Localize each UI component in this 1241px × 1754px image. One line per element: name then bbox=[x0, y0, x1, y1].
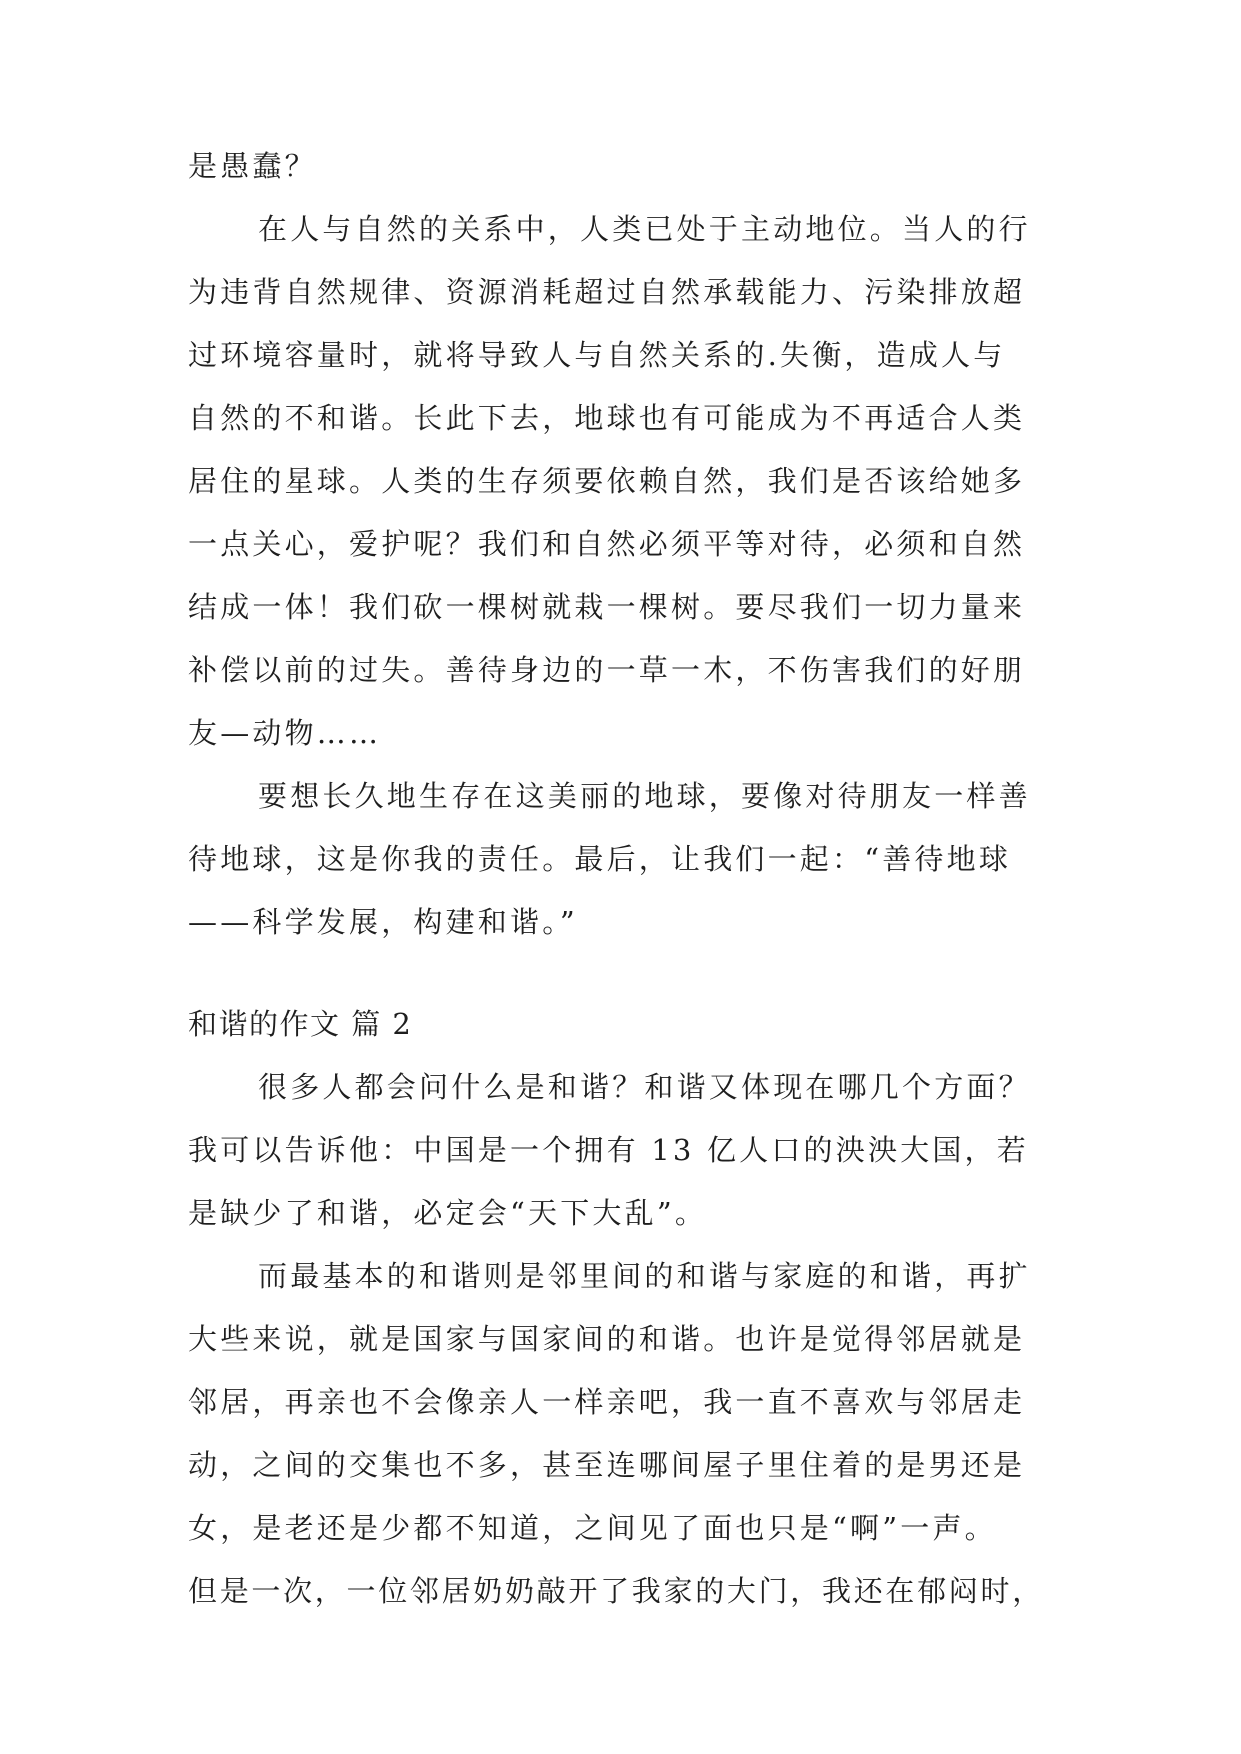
text-line: 在人与自然的关系中，人类已处于主动地位。当人的行 bbox=[258, 212, 1031, 246]
text-line: ——科学发展，构建和谐。” bbox=[188, 905, 578, 939]
text-line: 邻居，再亲也不会像亲人一样亲吧，我一直不喜欢与邻居走 bbox=[188, 1385, 1026, 1419]
text-line: 待地球，这是你我的责任。最后，让我们一起：“善待地球 bbox=[188, 842, 1012, 876]
text-line: 是愚蠢？ bbox=[188, 149, 317, 183]
text-line: 友—动物…… bbox=[188, 716, 382, 750]
text-line: 过环境容量时，就将导致人与自然关系的.失衡，造成人与 bbox=[188, 338, 1006, 372]
text-line: 很多人都会问什么是和谐？和谐又体现在哪几个方面？ bbox=[258, 1070, 1031, 1104]
text-line: 我可以告诉他：中国是一个拥有 13 亿人口的泱泱大国，若 bbox=[188, 1133, 1029, 1167]
text-line: 动，之间的交集也不多，甚至连哪间屋子里住着的是男还是 bbox=[188, 1448, 1026, 1482]
text-line: 结成一体！我们砍一棵树就栽一棵树。要尽我们一切力量来 bbox=[188, 590, 1026, 624]
text-line: 一点关心，爱护呢？我们和自然必须平等对待，必须和自然 bbox=[188, 527, 1026, 561]
text-line: 大些来说，就是国家与国家间的和谐。也许是觉得邻居就是 bbox=[188, 1322, 1026, 1356]
text-line: 为违背自然规律、资源消耗超过自然承载能力、污染排放超 bbox=[188, 275, 1026, 309]
text-line: 自然的不和谐。长此下去，地球也有可能成为不再适合人类 bbox=[188, 401, 1026, 435]
section-heading: 和谐的作文 篇 2 bbox=[188, 1007, 413, 1041]
text-line: 补偿以前的过失。善待身边的一草一木，不伤害我们的好朋 bbox=[188, 653, 1026, 687]
text-line: 但是一次，一位邻居奶奶敲开了我家的大门，我还在郁闷时， bbox=[188, 1574, 1044, 1608]
text-line: 而最基本的和谐则是邻里间的和谐与家庭的和谐，再扩 bbox=[258, 1259, 1031, 1293]
text-line: 居住的星球。人类的生存须要依赖自然，我们是否该给她多 bbox=[188, 464, 1026, 498]
text-line: 要想长久地生存在这美丽的地球，要像对待朋友一样善 bbox=[258, 779, 1031, 813]
text-line: 女，是老还是少都不知道，之间见了面也只是“啊”一声。 bbox=[188, 1511, 997, 1545]
text-line: 是缺少了和谐，必定会“天下大乱”。 bbox=[188, 1196, 708, 1230]
